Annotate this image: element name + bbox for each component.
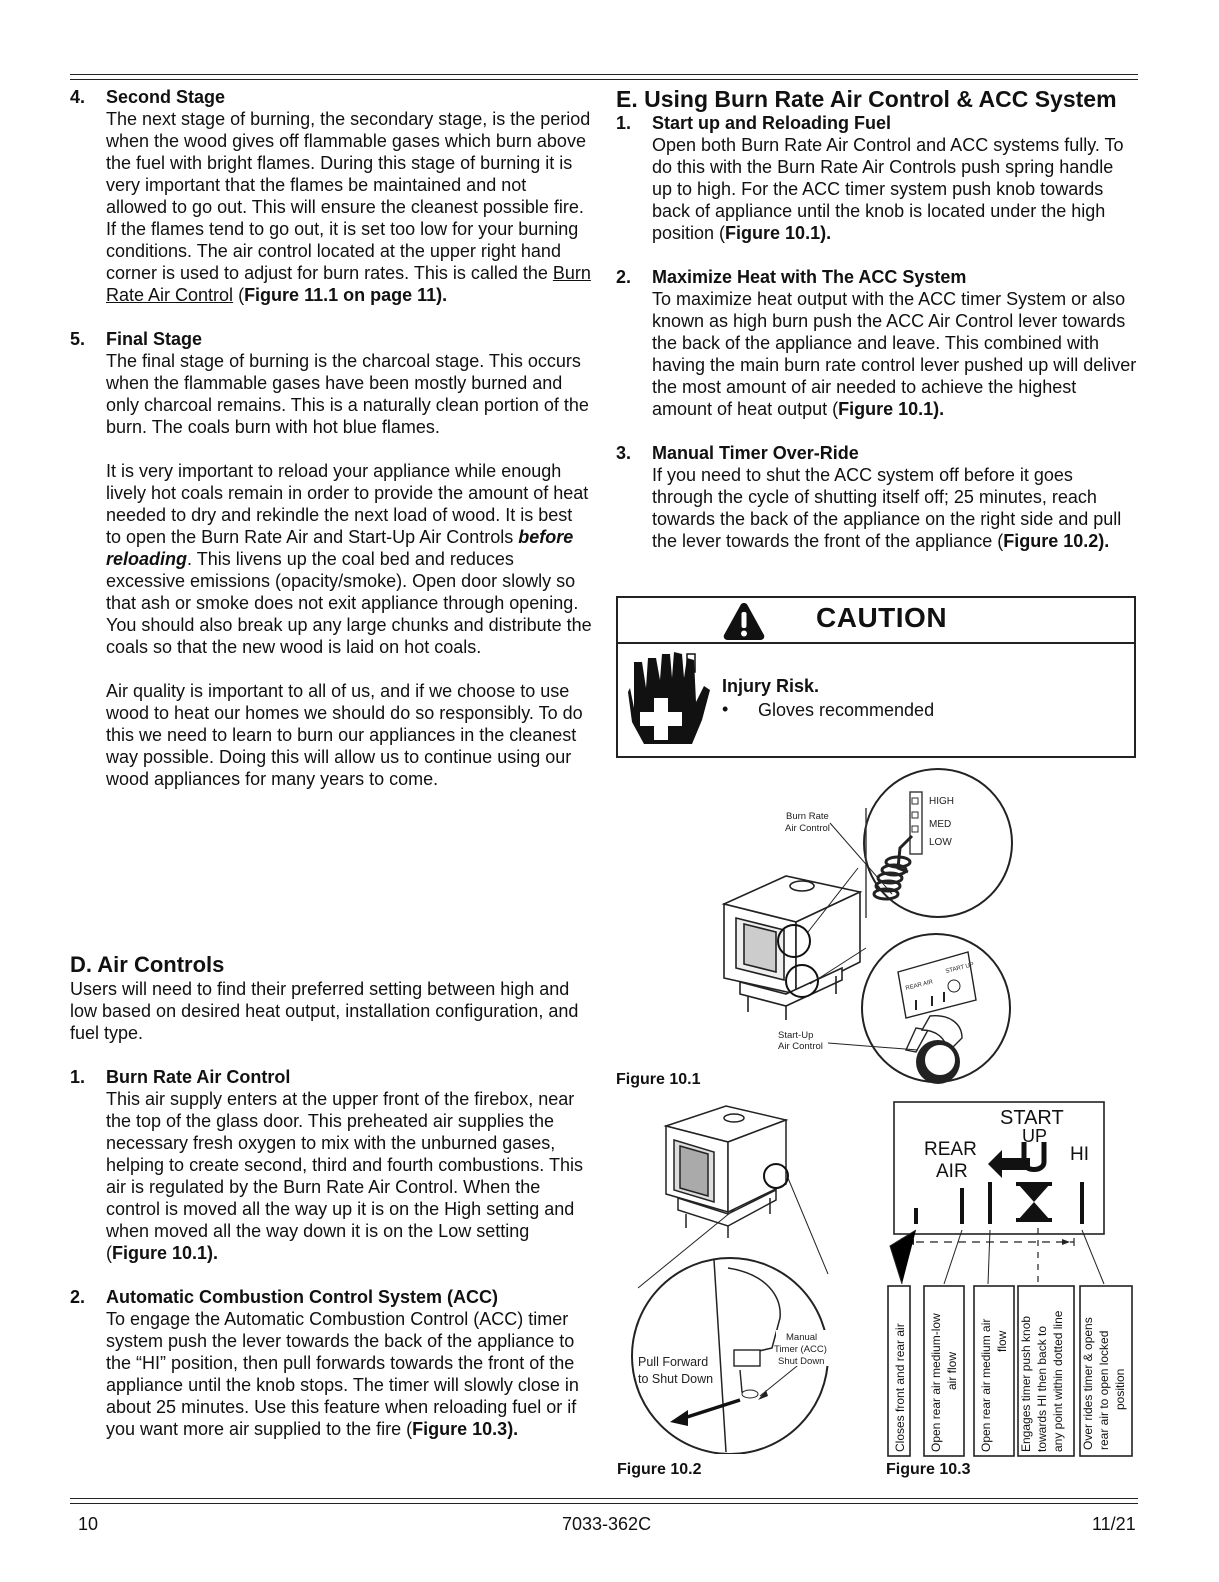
item-acc-system — [70, 1286, 592, 1440]
item-body — [652, 134, 1138, 244]
callout-label-3a: Open rear air medium air — [979, 1318, 993, 1452]
burn-rate-air-control-link: Burn Rate Air Control — [106, 263, 591, 305]
paragraph: Air quality is important to all of us, and if we choose to use wood to heat our homes we should do so responsibly. To do this we need to learn to burn our appliances in the cleanest way possible. Doing this will allow us to continue using our wood appliances for many years to come. — [106, 681, 583, 789]
body-text: If you need to shut the ACC system off before it goes through the cycle of shutting itself off; 25 minutes, reach towards the back of the appliance on the right side and pull the lever towards the front of the appliance ( — [652, 465, 1122, 551]
item-title: Maximize Heat with The ACC System — [652, 267, 967, 287]
body-text: The next stage of burning, the secondary stage, is the period when the wood gives off flammable gases which burn above the fuel with bright flames. During this stage of burning it is very important that the flames be maintained and not allowed to go out. This will ensure the cleanest possible fire. If the flames tend to go out, it is set too low for your burning conditions. The air control located at the upper right hand corner is used to adjust for burn rates. This is called the — [106, 109, 591, 283]
paragraph: The final stage of burning is the charcoal stage. This occurs when the flammable gases have been mostly burned and only charcoal remains. This is a naturally clean portion of the burn. The coals burn with hot blue flames. — [106, 351, 589, 437]
callout-label-5c: position — [1113, 1368, 1127, 1410]
body-text: Open both Burn Rate Air Control and ACC systems fully. To do this with the Burn Rate Air Controls push spring handle up to high. For the ACC timer system push knob towards back of appliance until the knob is located under the high position ( — [652, 135, 1124, 243]
item-maximize-heat — [616, 266, 1138, 420]
section-heading: D. Air Controls — [70, 952, 225, 977]
page-number: 10 — [78, 1514, 99, 1534]
section-second-stage — [70, 86, 592, 306]
item-body — [106, 1088, 592, 1264]
item-number: 3. — [616, 443, 632, 463]
footer-rule-bottom — [70, 1503, 1138, 1504]
burn-rate-label-line1: Burn Rate — [786, 811, 829, 822]
section-body — [106, 108, 592, 306]
figure-10-3-illustration — [884, 1100, 1136, 1462]
item-body — [652, 288, 1138, 420]
figure-10-3-caption: Figure 10.3 — [886, 1461, 971, 1478]
warning-triangle-icon — [722, 601, 766, 641]
callout-label-2a: Open rear air medium-low — [929, 1313, 943, 1452]
item-number: 5. — [70, 329, 86, 349]
body-text: To maximize heat output with the ACC timer System or also known as high burn push the ACC Air Control lever towards the back of the appliance and leave. This combined with having the main burn rate control lever pushed up will deliver the most amount of air needed to achieve the highest amount of heat output ( — [652, 289, 1137, 419]
figure-10-1-illustration — [616, 768, 1136, 1086]
caution-box — [616, 596, 1136, 758]
pull-forward-label-line2: to Shut Down — [638, 1372, 714, 1386]
item-manual-timer-override — [616, 442, 1138, 552]
figure-reference: Figure 11.1 on page 11). — [244, 285, 448, 305]
item-burn-rate-air-control — [70, 1066, 592, 1264]
up-label: UP — [1022, 1126, 1048, 1146]
burn-rate-label-line2: Air Control — [785, 823, 830, 834]
item-title: Burn Rate Air Control — [106, 1067, 291, 1087]
section-final-stage — [70, 328, 592, 790]
caution-title: CAUTION — [816, 602, 948, 633]
item-title: Automatic Combustion Control System (ACC) — [106, 1287, 499, 1307]
callout-label-4a: Engages timer push knob — [1019, 1315, 1033, 1452]
hi-label: HI — [1070, 1144, 1089, 1165]
caution-header — [618, 598, 1134, 644]
callout-label-1: Closes front and rear air — [893, 1323, 907, 1452]
section-title: Second Stage — [106, 87, 226, 107]
callout-label-4c: any point within dotted line — [1051, 1310, 1065, 1452]
item-title: Manual Timer Over-Ride — [652, 443, 859, 463]
item-title: Start up and Reloading Fuel — [652, 113, 892, 133]
document-date: 11/21 — [1092, 1514, 1136, 1534]
body-text: ( — [233, 285, 245, 305]
document-number: 7033-362C — [562, 1514, 652, 1534]
body-text: To engage the Automatic Combustion Control (ACC) timer system push the lever towards the back of the appliance to the “HI” position, then pull forwards towards the front of the appliance until the knob stops. The timer will slowly close in about 25 minutes. Use this feature when reloading fuel or if you want more air supplied to the fire ( — [106, 1309, 579, 1439]
callout-label-2b: air flow — [945, 1351, 959, 1390]
manual-timer-label-line3: Shut Down — [778, 1356, 825, 1367]
footer-rule-top — [70, 1498, 1138, 1499]
item-number: 2. — [70, 1287, 86, 1307]
header-rule-bottom — [70, 79, 1138, 80]
manual-timer-label-line1: Manual — [786, 1332, 818, 1343]
callout-label-3b: flow — [995, 1330, 1009, 1352]
air-controls-section — [70, 952, 592, 1440]
figure-10-2-illustration — [616, 1098, 846, 1454]
item-number: 1. — [70, 1067, 86, 1087]
figure-reference: Figure 10.1). — [725, 223, 832, 243]
item-start-up-reloading — [616, 112, 1138, 244]
med-label: MED — [929, 819, 952, 830]
paragraph — [106, 460, 592, 658]
section-intro: Users will need to find their preferred setting between high and low based on desired heat output, installation configuration, and fuel type. — [70, 979, 579, 1043]
callout-label-5b: rear air to open locked — [1097, 1330, 1111, 1450]
high-label: HIGH — [929, 796, 954, 807]
item-body — [652, 464, 1138, 552]
body-text: . This livens up the coal bed and reduces excessive emissions (opacity/smoke). Open door slowly so that ash or smoke does not exit appliance through opening. You should also break up any large chunks and distribute the coals so that the new wood is laid on hot coals. — [106, 549, 592, 657]
svg-text:REAR AIR: REAR AIR — [905, 979, 934, 992]
left-column — [70, 86, 592, 790]
low-label: LOW — [929, 837, 952, 848]
pull-forward-label-line1: Pull Forward — [638, 1355, 709, 1369]
figure-10-1-caption: Figure 10.1 — [616, 1071, 701, 1088]
section-heading: E. Using Burn Rate Air Control & ACC System — [616, 86, 1117, 112]
item-number: 2. — [616, 267, 632, 287]
startup-label-line1: Start-Up — [778, 1030, 814, 1041]
figure-reference: Figure 10.3). — [412, 1419, 519, 1439]
item-body — [106, 1308, 592, 1440]
item-number: 1. — [616, 113, 632, 133]
caution-bullet: • — [722, 699, 729, 719]
item-number: 4. — [70, 87, 86, 107]
rear-label: REAR — [924, 1139, 977, 1160]
body-text: This air supply enters at the upper front of the firebox, near the top of the glass door. This preheated air supplies the necessary fresh oxygen to mix with the unburned gases, helping to create second, third and fourth combustions. This air is regulated by the Burn Rate Air Control. When the control is moved all the way up it is on the High setting and when moved all the way down it is on the Low setting ( — [106, 1089, 583, 1263]
glove-icon — [626, 648, 718, 752]
caution-item: Gloves recommended — [758, 700, 935, 720]
callout-label-5a: Over rides timer & opens — [1081, 1317, 1095, 1450]
header-rule-top — [70, 74, 1138, 75]
section-title: Final Stage — [106, 329, 203, 349]
body-text: It is very important to reload your appliance while enough lively hot coals remain in order to provide the amount of heat needed to dry and rekindle the next load of wood. It is best to open the Burn Rate Air and Start-Up Air Controls — [106, 461, 589, 547]
wood-stove-drawing — [724, 876, 860, 1020]
caution-risk: Injury Risk. — [722, 676, 820, 696]
figure-reference: Figure 10.2). — [1003, 531, 1110, 551]
emphasis-text: before reloading — [106, 527, 574, 569]
figure-reference: Figure 10.1). — [838, 399, 945, 419]
air-label: AIR — [936, 1161, 968, 1182]
wood-stove-drawing — [666, 1106, 786, 1238]
figure-10-2-caption: Figure 10.2 — [617, 1461, 702, 1478]
callout-label-4b: towards HI then back to — [1035, 1325, 1049, 1452]
startup-knob-icon — [916, 1040, 960, 1084]
figure-reference: Figure 10.1). — [112, 1243, 219, 1263]
start-label: START — [1000, 1107, 1064, 1129]
manual-timer-label-line2: Timer (ACC) — [774, 1344, 827, 1355]
right-column — [616, 86, 1138, 552]
svg-text:START UP: START UP — [945, 962, 975, 975]
startup-label-line2: Air Control — [778, 1041, 823, 1052]
